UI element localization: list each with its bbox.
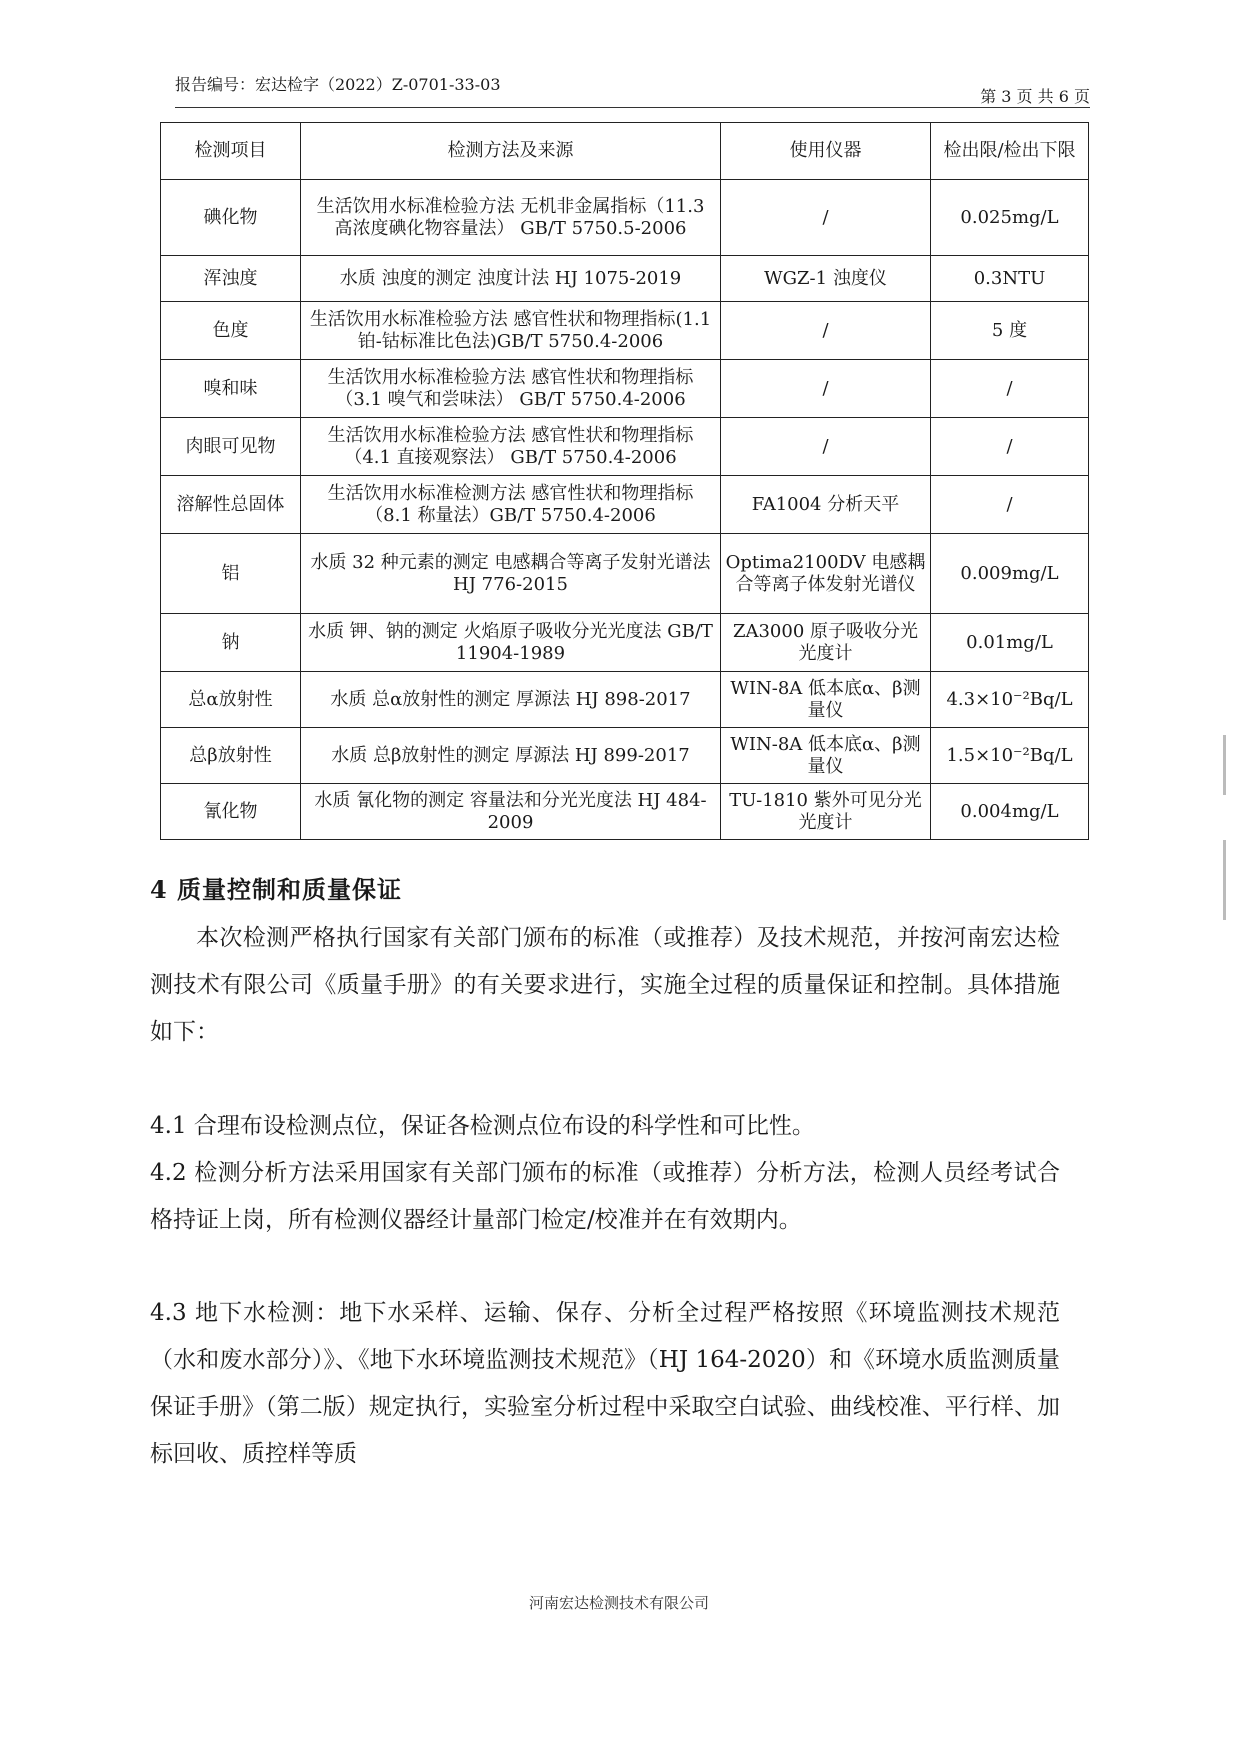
cell-instrument: / bbox=[721, 360, 931, 418]
cell-limit: 0.009mg/L bbox=[931, 534, 1089, 614]
cell-item: 溶解性总固体 bbox=[161, 476, 301, 534]
cell-limit: / bbox=[931, 418, 1089, 476]
cell-item: 色度 bbox=[161, 302, 301, 360]
cell-item: 肉眼可见物 bbox=[161, 418, 301, 476]
cell-method: 水质 32 种元素的测定 电感耦合等离子发射光谱法 HJ 776-2015 bbox=[301, 534, 721, 614]
cell-method: 水质 浊度的测定 浊度计法 HJ 1075-2019 bbox=[301, 256, 721, 302]
cell-item: 氰化物 bbox=[161, 784, 301, 840]
cell-limit: / bbox=[931, 360, 1089, 418]
intro-paragraph: 本次检测严格执行国家有关部门颁布的标准（或推荐）及技术规范，并按河南宏达检测技术有限公司《质量手册》的有关要求进行，实施全过程的质量保证和控制。具体措施如下： bbox=[150, 925, 1060, 1045]
cell-limit: 1.5×10⁻²Bq/L bbox=[931, 728, 1089, 784]
table-row bbox=[161, 180, 1089, 256]
table-header-row bbox=[161, 123, 1089, 180]
table-row bbox=[161, 476, 1089, 534]
table-row bbox=[161, 534, 1089, 614]
table-row bbox=[161, 728, 1089, 784]
table-row bbox=[161, 360, 1089, 418]
table-row bbox=[161, 784, 1089, 840]
cell-limit: 5 度 bbox=[931, 302, 1089, 360]
header-instrument: 使用仪器 bbox=[721, 123, 931, 180]
cell-limit: / bbox=[931, 476, 1089, 534]
methods-table bbox=[160, 122, 1089, 840]
cell-method: 水质 氰化物的测定 容量法和分光光度法 HJ 484-2009 bbox=[301, 784, 721, 840]
cell-item: 总β放射性 bbox=[161, 728, 301, 784]
cell-method: 生活饮用水标准检验方法 感官性状和物理指标（4.1 直接观察法） GB/T 5750.4-2006 bbox=[301, 418, 721, 476]
page-footer: 河南宏达检测技术有限公司 bbox=[528, 1594, 709, 1612]
paragraph-4-1: 4.1 合理布设检测点位，保证各检测点位布设的科学性和可比性。 bbox=[150, 1113, 815, 1139]
cell-instrument: / bbox=[721, 418, 931, 476]
cell-method: 生活饮用水标准检验方法 感官性状和物理指标(1.1 铂-钴标准比色法)GB/T 5750.4-2006 bbox=[301, 302, 721, 360]
page-number: 第 3 页 共 6 页 bbox=[980, 87, 1090, 106]
section-title: 4 质量控制和质量保证 bbox=[150, 875, 403, 904]
cell-limit: 4.3×10⁻²Bq/L bbox=[931, 672, 1089, 728]
table-row bbox=[161, 614, 1089, 672]
table-row bbox=[161, 418, 1089, 476]
cell-item: 碘化物 bbox=[161, 180, 301, 256]
header-method: 检测方法及来源 bbox=[301, 123, 721, 180]
header-limit: 检出限/检出下限 bbox=[931, 123, 1089, 180]
table-row bbox=[161, 672, 1089, 728]
cell-limit: 0.004mg/L bbox=[931, 784, 1089, 840]
report-number: 报告编号：宏达检字（2022）Z-0701-33-03 bbox=[175, 75, 501, 94]
table-row bbox=[161, 256, 1089, 302]
cell-method: 生活饮用水标准检验方法 无机非金属指标（11.3 高浓度碘化物容量法） GB/T 5750.5-2006 bbox=[301, 180, 721, 256]
cell-instrument: FA1004 分析天平 bbox=[721, 476, 931, 534]
cell-instrument: / bbox=[721, 180, 931, 256]
cell-method: 水质 总β放射性的测定 厚源法 HJ 899-2017 bbox=[301, 728, 721, 784]
cell-method: 生活饮用水标准检验方法 感官性状和物理指标（3.1 嗅气和尝味法） GB/T 5750.4-2006 bbox=[301, 360, 721, 418]
cell-item: 嗅和味 bbox=[161, 360, 301, 418]
cell-instrument: WIN-8A 低本底α、β测量仪 bbox=[721, 672, 931, 728]
cell-item: 铝 bbox=[161, 534, 301, 614]
cell-method: 生活饮用水标准检测方法 感官性状和物理指标（8.1 称量法）GB/T 5750.4-2006 bbox=[301, 476, 721, 534]
cell-limit: 0.025mg/L bbox=[931, 180, 1089, 256]
cell-instrument: WIN-8A 低本底α、β测量仪 bbox=[721, 728, 931, 784]
header-rule bbox=[175, 107, 1090, 108]
table-row bbox=[161, 302, 1089, 360]
scan-edge-mark bbox=[1223, 735, 1226, 795]
paragraph-4-2: 4.2 检测分析方法采用国家有关部门颁布的标准（或推荐）分析方法，检测人员经考试合格持证上岗，所有检测仪器经计量部门检定/校准并在有效期内。 bbox=[150, 1160, 1060, 1233]
cell-item: 浑浊度 bbox=[161, 256, 301, 302]
cell-instrument: / bbox=[721, 302, 931, 360]
page-header bbox=[175, 58, 1090, 108]
paragraph-4-3: 4.3 地下水检测：地下水采样、运输、保存、分析全过程严格按照《环境监测技术规范（水和废水部分）》、《地下水环境监测技术规范》（HJ 164-2020）和《环境水质监测质量保证手册》（第二版）规定执行，实验室分析过程中采取空白试验、曲线校准、平行样、加标回收、质控样等质 bbox=[150, 1300, 1060, 1467]
cell-instrument: WGZ-1 浊度仪 bbox=[721, 256, 931, 302]
cell-instrument: ZA3000 原子吸收分光光度计 bbox=[721, 614, 931, 672]
cell-item: 钠 bbox=[161, 614, 301, 672]
cell-method: 水质 总α放射性的测定 厚源法 HJ 898-2017 bbox=[301, 672, 721, 728]
scan-edge-mark bbox=[1223, 840, 1226, 920]
cell-limit: 0.3NTU bbox=[931, 256, 1089, 302]
cell-method: 水质 钾、钠的测定 火焰原子吸收分光光度法 GB/T 11904-1989 bbox=[301, 614, 721, 672]
header-item: 检测项目 bbox=[161, 123, 301, 180]
cell-instrument: TU-1810 紫外可见分光光度计 bbox=[721, 784, 931, 840]
cell-limit: 0.01mg/L bbox=[931, 614, 1089, 672]
cell-instrument: Optima2100DV 电感耦合等离子体发射光谱仪 bbox=[721, 534, 931, 614]
cell-item: 总α放射性 bbox=[161, 672, 301, 728]
